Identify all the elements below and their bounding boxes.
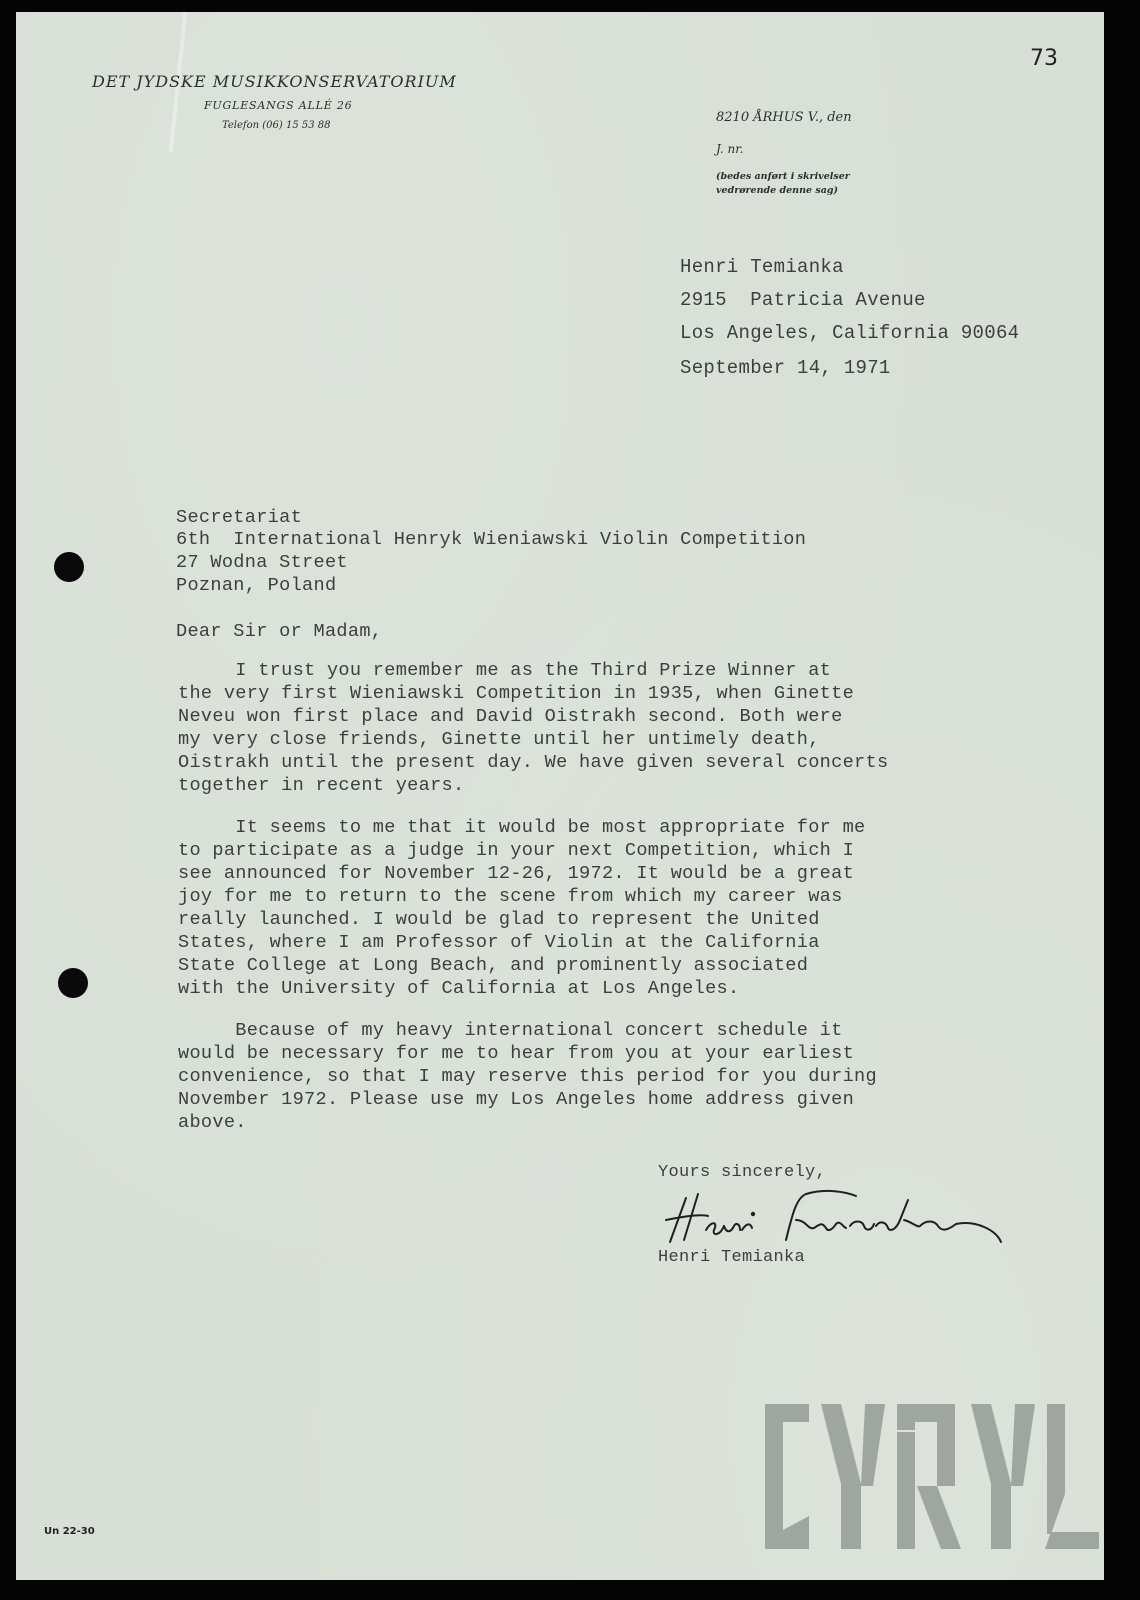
paragraph-line: States, where I am Professor of Violin at the California <box>178 932 820 953</box>
paragraph-line: would be necessary for me to hear from you at your earliest <box>178 1043 855 1064</box>
sender-city: Los Angeles, California 90064 <box>680 322 1020 344</box>
paragraph-line: Oistrakh until the present day. We have given several concerts <box>178 752 889 773</box>
letterhead-journal-note-2: vedrørende denne sag) <box>716 185 838 196</box>
paragraph-line: Neveu won first place and David Oistrakh second. Both were <box>178 706 843 727</box>
paragraph-line: my very close friends, Ginette until her untimely death, <box>178 729 820 750</box>
punch-hole <box>58 968 88 998</box>
form-code: Un 22-30 <box>44 1526 95 1537</box>
letterhead-journal: J. nr. <box>716 142 744 156</box>
paragraph-line: It seems to me that it would be most appropriate for me <box>178 817 866 838</box>
letterhead-journal-note-1: (bedes anført i skrivelser <box>716 171 850 182</box>
punch-hole <box>54 552 84 582</box>
paragraph-line: I trust you remember me as the Third Prize Winner at <box>178 660 832 681</box>
signature-typed-name: Henri Temianka <box>658 1248 806 1267</box>
sender-street: 2915 Patricia Avenue <box>680 289 926 311</box>
paragraph-line: above. <box>178 1112 247 1133</box>
paragraph-line: convenience, so that I may reserve this period for you during <box>178 1066 877 1087</box>
paragraph-line: joy for me to return to the scene from which my career was <box>178 886 843 907</box>
paragraph-line: really launched. I would be glad to represent the United <box>178 909 820 930</box>
recipient-line: 27 Wodna Street <box>176 552 348 573</box>
letterhead-phone: Telefon (06) 15 53 88 <box>222 120 331 131</box>
recipient-line: 6th International Henryk Wieniawski Violin Competition <box>176 529 807 550</box>
sender-name: Henri Temianka <box>680 256 844 278</box>
letter-date: September 14, 1971 <box>680 357 891 379</box>
letterhead-institution: DET JYDSKE MUSIKKONSERVATORIUM <box>92 72 457 91</box>
paragraph-line: State College at Long Beach, and prominently associated <box>178 955 809 976</box>
letterhead-street: FUGLESANGS ALLÉ 26 <box>204 99 353 112</box>
salutation: Dear Sir or Madam, <box>176 621 383 642</box>
handwritten-signature <box>656 1180 1016 1250</box>
cyryl-watermark-logo <box>765 1404 1105 1554</box>
paragraph-line: November 1972. Please use my Los Angeles home address given <box>178 1089 855 1110</box>
recipient-line: Poznan, Poland <box>176 575 337 596</box>
recipient-line: Secretariat <box>176 507 303 528</box>
paragraph-line: the very first Wieniawski Competition in 1935, when Ginette <box>178 683 855 704</box>
paragraph-line: with the University of California at Los Angeles. <box>178 978 740 999</box>
paragraph-line: see announced for November 12-26, 1972. It would be a great <box>178 863 855 884</box>
letterhead-city-line: 8210 ÅRHUS V., den <box>716 110 852 125</box>
page-number: 73 <box>1030 46 1058 71</box>
letter-page <box>16 12 1104 1580</box>
paragraph-line: Because of my heavy international concert schedule it <box>178 1020 843 1041</box>
closing: Yours sincerely, <box>658 1163 827 1182</box>
paragraph-line: to participate as a judge in your next Competition, which I <box>178 840 855 861</box>
paragraph-line: together in recent years. <box>178 775 465 796</box>
